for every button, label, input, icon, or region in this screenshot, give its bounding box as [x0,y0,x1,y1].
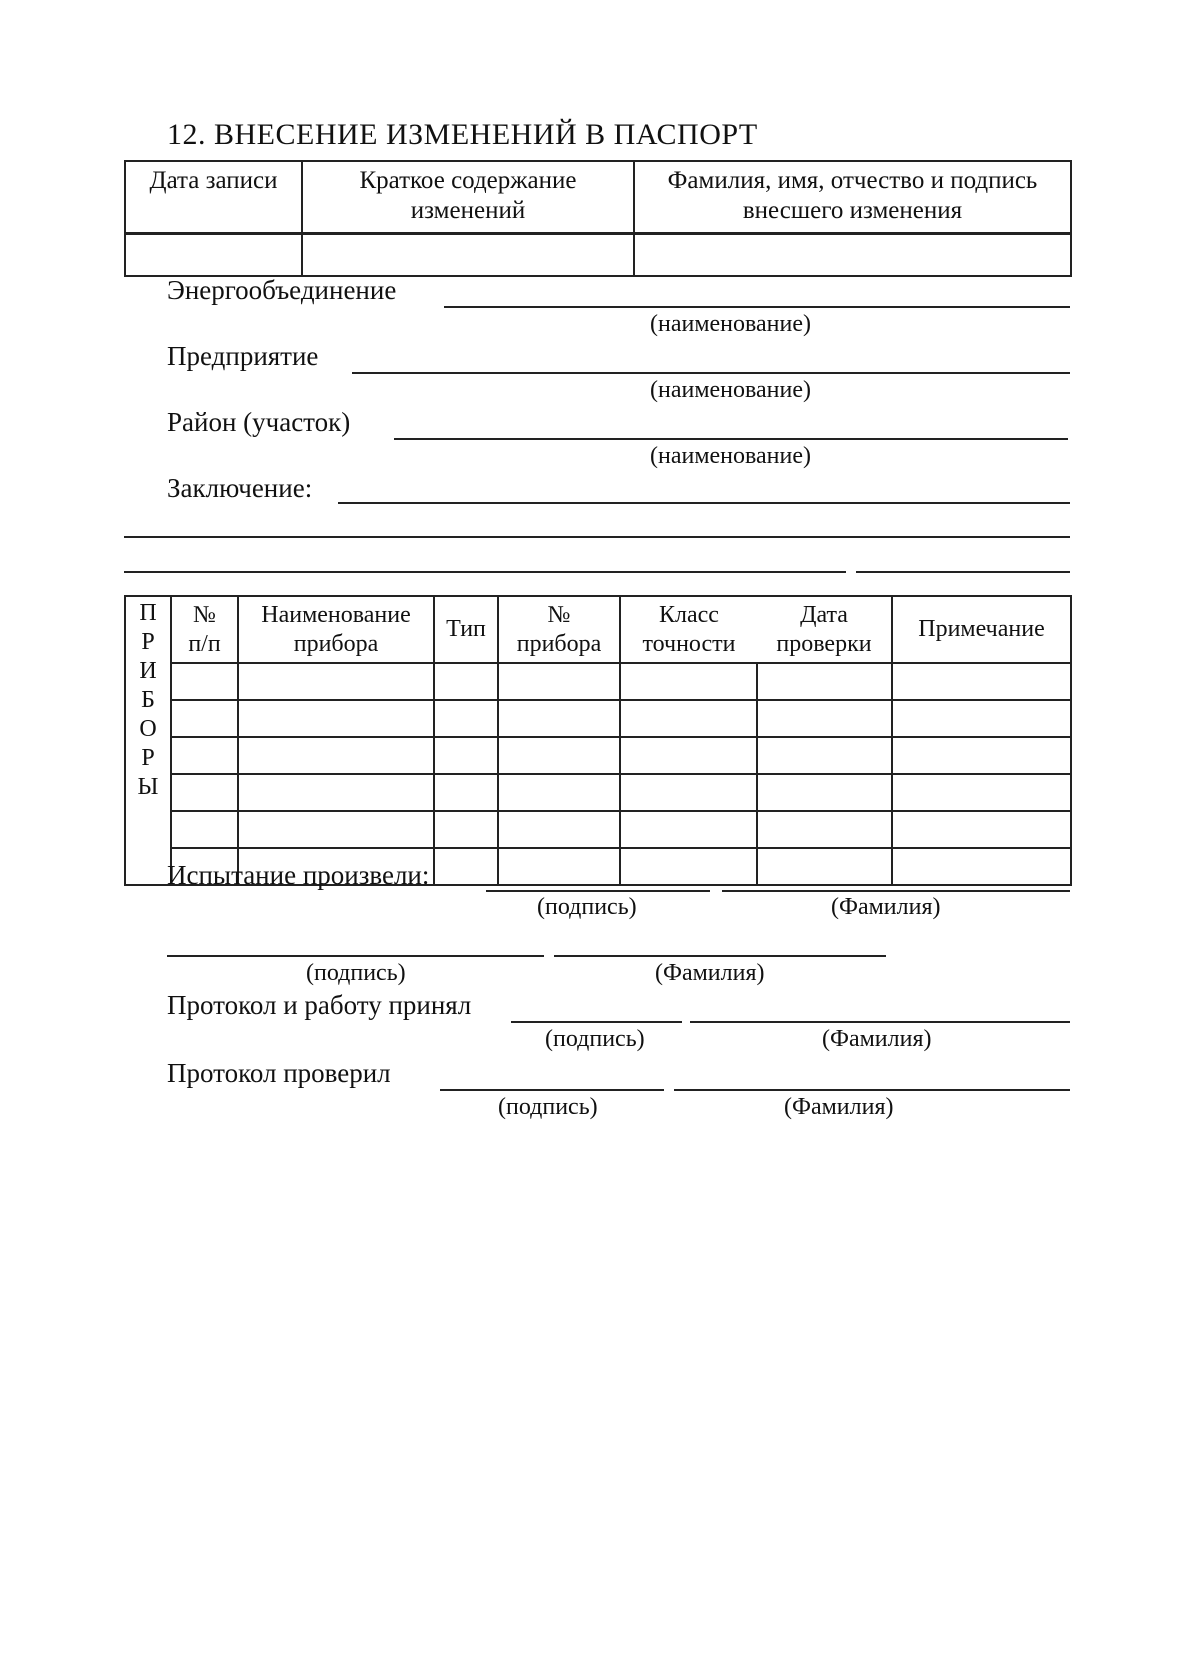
district-caption: (наименование) [650,443,812,469]
col-devnum-header: № прибора [498,596,620,663]
table-cell[interactable] [892,811,1071,848]
table-cell[interactable] [892,663,1071,700]
accepted-signature-caption: (подпись) [545,1026,645,1052]
enterprise-caption: (наименование) [650,377,812,403]
accepted-by-label: Протокол и работу принял [167,990,472,1020]
conclusion-line-3a[interactable] [124,571,846,573]
col-name-header: Наименование прибора [238,596,434,663]
checked-surname-caption: (Фамилия) [784,1094,894,1120]
accepted-surname-caption: (Фамилия) [822,1026,932,1052]
energy-caption: (наименование) [650,311,812,337]
table-cell[interactable] [620,848,757,885]
table-cell[interactable] [498,848,620,885]
conclusion-line-3b[interactable] [856,571,1070,573]
page-title: 12. ВНЕСЕНИЕ ИЗМЕНЕНИЙ В ПАСПОРТ [167,118,758,151]
table-cell[interactable] [757,700,892,737]
table-cell[interactable] [757,811,892,848]
table-cell[interactable] [434,663,498,700]
tested-signature-caption-2: (подпись) [306,960,406,986]
table-cell[interactable] [238,774,434,811]
tested-surname-line-1[interactable] [722,890,1070,892]
table-cell[interactable] [171,737,238,774]
col-summary-header: Краткое содержание изменений [302,161,634,234]
table-cell[interactable] [892,848,1071,885]
date-cell[interactable] [125,234,302,277]
table-cell[interactable] [434,811,498,848]
enterprise-label: Предприятие [167,341,319,371]
table-cell[interactable] [434,700,498,737]
table-cell[interactable] [498,663,620,700]
conclusion-line-2[interactable] [124,536,1070,538]
table-row [125,700,1071,737]
conclusion-label: Заключение: [167,473,313,503]
district-line[interactable] [394,438,1068,440]
table-row [125,663,1071,700]
table-cell[interactable] [171,811,238,848]
table-cell[interactable] [620,811,757,848]
energy-line[interactable] [444,306,1070,308]
table-cell[interactable] [757,848,892,885]
energy-label: Энергообъединение [167,275,397,305]
summary-cell[interactable] [302,234,634,277]
table-cell[interactable] [498,700,620,737]
checked-signature-caption: (подпись) [498,1094,598,1120]
tested-surname-line-2[interactable] [554,955,886,957]
accepted-surname-line[interactable] [690,1021,1070,1023]
table-cell[interactable] [171,663,238,700]
table-cell[interactable] [171,774,238,811]
table-cell[interactable] [757,774,892,811]
table-cell[interactable] [892,700,1071,737]
tested-signature-line-1[interactable] [486,890,710,892]
table-cell[interactable] [434,737,498,774]
col-class-header: Класс точности [620,596,757,663]
devices-side-label: П Р И Б О Р Ы [125,596,171,885]
checked-surname-line[interactable] [674,1089,1070,1091]
col-note-header: Примечание [892,596,1071,663]
enterprise-line[interactable] [352,372,1070,374]
table-row [125,774,1071,811]
col-date-header: Дата проверки [757,596,892,663]
tested-signature-caption-1: (подпись) [537,894,637,920]
table-cell[interactable] [238,737,434,774]
conclusion-line-1[interactable] [338,502,1070,504]
col-author-header: Фамилия, имя, отчество и подпись внесшего изменения [634,161,1071,234]
table-cell[interactable] [620,774,757,811]
col-type-header: Тип [434,596,498,663]
table-cell[interactable] [238,663,434,700]
tested-surname-caption-2: (Фамилия) [655,960,765,986]
col-num-header: № п/п [171,596,238,663]
table-cell[interactable] [620,700,757,737]
checked-signature-line[interactable] [440,1089,664,1091]
table-cell[interactable] [757,663,892,700]
changes-table [124,160,1072,277]
table-cell[interactable] [171,700,238,737]
table-cell[interactable] [238,700,434,737]
table-cell[interactable] [238,811,434,848]
table-cell[interactable] [498,774,620,811]
table-cell[interactable] [498,811,620,848]
table-row [125,737,1071,774]
district-label: Район (участок) [167,407,351,437]
accepted-signature-line[interactable] [511,1021,682,1023]
table-cell[interactable] [892,737,1071,774]
tested-by-label: Испытание произвели: [167,860,430,890]
table-cell[interactable] [620,663,757,700]
table-row [125,811,1071,848]
table-cell[interactable] [620,737,757,774]
author-cell[interactable] [634,234,1071,277]
table-cell[interactable] [892,774,1071,811]
tested-signature-line-2[interactable] [167,955,544,957]
table-cell[interactable] [498,737,620,774]
checked-by-label: Протокол проверил [167,1058,391,1088]
table-cell[interactable] [757,737,892,774]
col-date-header: Дата записи [125,161,302,234]
table-cell[interactable] [434,774,498,811]
tested-surname-caption-1: (Фамилия) [831,894,941,920]
devices-table [124,595,1072,886]
table-cell[interactable] [434,848,498,885]
